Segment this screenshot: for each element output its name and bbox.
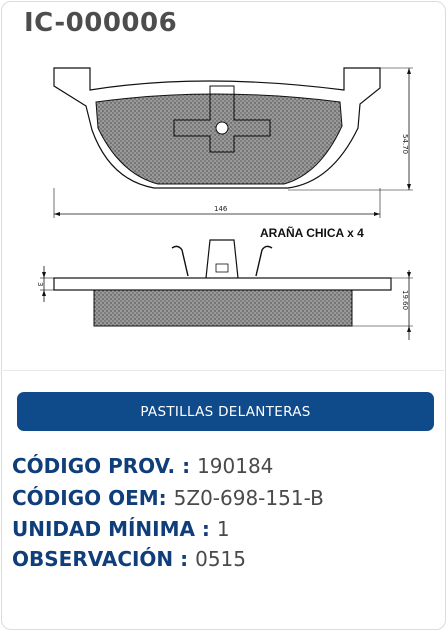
- drawing-note: ARAÑA CHICA x 4: [260, 226, 364, 240]
- brake-pad-drawing: [2, 2, 445, 370]
- spec-value: 1: [216, 517, 230, 541]
- product-card: [1, 1, 446, 630]
- center-hole: [216, 122, 228, 134]
- spec-row-observacion: [12, 547, 246, 571]
- category-banner: [17, 392, 434, 431]
- category-banner-label: PASTILLAS DELANTERAS: [140, 403, 311, 420]
- side-friction-block: [94, 290, 352, 326]
- side-backing-plate: [54, 278, 391, 290]
- spec-label: CÓDIGO PROV. :: [12, 454, 191, 478]
- friction-material: [96, 94, 342, 184]
- dimension-thickness-label: 19.60: [401, 290, 409, 311]
- spec-label: OBSERVACIÓN :: [12, 547, 189, 571]
- spec-label: UNIDAD MÍNIMA :: [12, 517, 210, 541]
- product-code: IC-000006: [24, 8, 178, 38]
- dimension-side-label: 3: [36, 282, 44, 287]
- spec-value: 190184: [197, 454, 274, 478]
- spec-row-codigo-oem: [12, 486, 324, 510]
- spec-label: CÓDIGO OEM:: [12, 486, 167, 510]
- section-divider: [3, 370, 444, 371]
- spec-row-codigo-prov: [12, 454, 273, 478]
- spec-row-unidad-minima: [12, 517, 230, 541]
- spec-value: 0515: [195, 547, 247, 571]
- dimension-height-label: 54.70: [401, 134, 409, 155]
- spec-value: 5Z0-698-151-B: [173, 486, 324, 510]
- dimension-width-label: 146: [214, 205, 228, 213]
